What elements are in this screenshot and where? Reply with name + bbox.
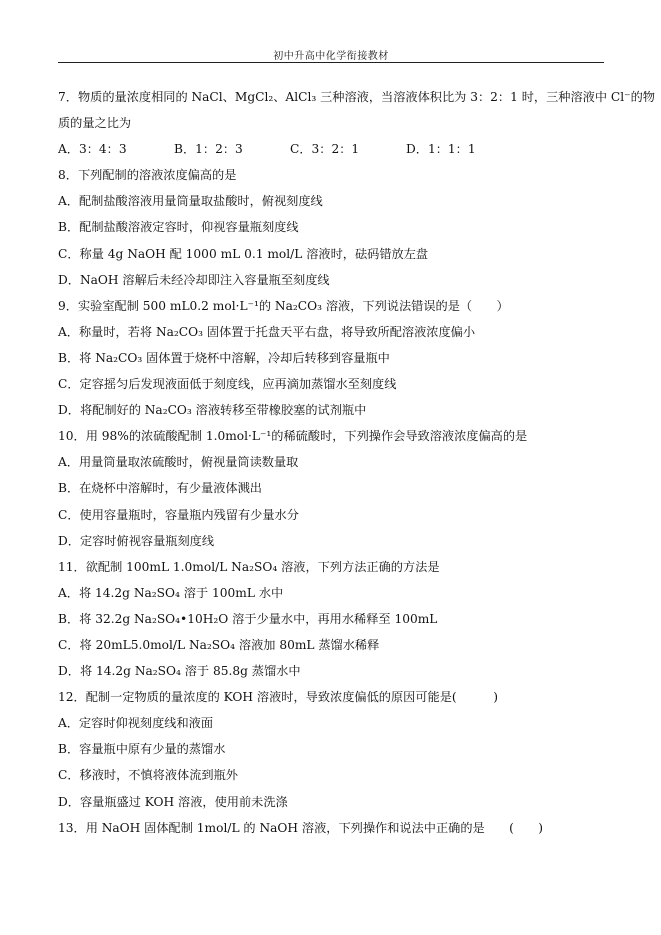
option-a: A．定容时仰视刻度线和液面 bbox=[58, 716, 214, 731]
page-header: 初中升高中化学衔接教材 bbox=[273, 51, 389, 62]
option-b: B．将 32.2g Na₂SO₄•10H₂O 溶于少量水中，再用水稀释至 100mL bbox=[58, 611, 438, 626]
question-11-stem: 11．欲配制 100mL 1.0mol/L Na₂SO₄ 溶液，下列方法正确的方法是 bbox=[58, 559, 440, 574]
option-d: D．将配制好的 Na₂CO₃ 溶液转移至带橡胶塞的试剂瓶中 bbox=[58, 403, 367, 418]
option-a: A．称量时，若将 Na₂CO₃ 固体置于托盘天平右盘，将导致所配溶液浓度偏小 bbox=[58, 324, 476, 339]
option-b: B．1：2：3 bbox=[174, 142, 243, 157]
option-d: D．NaOH 溶解后未经冷却即注入容量瓶至刻度线 bbox=[58, 272, 330, 287]
option-c: C．3：2：1 bbox=[290, 142, 360, 157]
option-c: C．称量 4g NaOH 配 1000 mL 0.1 mol/L 溶液时，砝码错放左盘 bbox=[58, 246, 429, 261]
option-b: B．配制盐酸溶液定容时，仰视容量瓶刻度线 bbox=[58, 220, 299, 235]
option-d: D．容量瓶盛过 KOH 溶液，使用前未洗涤 bbox=[58, 794, 288, 809]
question-9-stem: 9．实验室配制 500 mL0.2 mol·L⁻¹的 Na₂CO₃ 溶液，下列说法错误的是（ ） bbox=[58, 298, 509, 313]
option-d: D．定容时俯视容量瓶刻度线 bbox=[58, 533, 215, 548]
option-b: B．容量瓶中原有少量的蒸馏水 bbox=[58, 742, 226, 757]
option-d: D．1：1：1 bbox=[406, 142, 476, 157]
question-8-stem: 8．下列配制的溶液浓度偏高的是 bbox=[58, 168, 237, 183]
option-a: A．将 14.2g Na₂SO₄ 溶于 100mL 水中 bbox=[58, 585, 284, 600]
question-7-stem-cont: 质的量之比为 bbox=[58, 116, 132, 131]
question-10-stem: 10．用 98%的浓硫酸配制 1.0mol·L⁻¹的稀硫酸时，下列操作会导致溶液浓度偏高的是 bbox=[58, 429, 528, 444]
option-a: A．用量筒量取浓硫酸时，俯视量筒读数量取 bbox=[58, 455, 299, 470]
question-7-options bbox=[58, 136, 606, 162]
option-c: C．使用容量瓶时，容量瓶内残留有少量水分 bbox=[58, 507, 299, 522]
option-b: B．在烧杯中溶解时，有少量液体溅出 bbox=[58, 481, 262, 496]
question-list bbox=[58, 84, 655, 841]
option-a: A．3：4：3 bbox=[58, 142, 127, 157]
header-divider bbox=[58, 62, 604, 63]
option-a: A．配制盐酸溶液用量筒量取盐酸时，俯视刻度线 bbox=[58, 194, 323, 209]
question-7-stem: 7．物质的量浓度相同的 NaCl、MgCl₂、AlCl₃ 三种溶液，当溶液体积比为 3：2：1 时，三种溶液中 Cl⁻的物 bbox=[58, 90, 655, 104]
option-c: C．将 20mL5.0mol/L Na₂SO₄ 溶液加 80mL 蒸馏水稀释 bbox=[58, 637, 380, 652]
option-d: D．将 14.2g Na₂SO₄ 溶于 85.8g 蒸馏水中 bbox=[58, 664, 301, 679]
question-12-stem: 12．配制一定物质的量浓度的 KOH 溶液时，导致浓度偏低的原因可能是( ) bbox=[58, 690, 498, 705]
option-b: B．将 Na₂CO₃ 固体置于烧杯中溶解，冷却后转移到容量瓶中 bbox=[58, 350, 390, 365]
question-13-stem: 13．用 NaOH 固体配制 1mol/L 的 NaOH 溶液，下列操作和说法中正确的是 ( ) bbox=[58, 820, 543, 835]
option-c: C．定容摇匀后发现液面低于刻度线，应再滴加蒸馏水至刻度线 bbox=[58, 377, 397, 392]
option-c: C．移液时，不慎将液体流到瓶外 bbox=[58, 768, 238, 783]
